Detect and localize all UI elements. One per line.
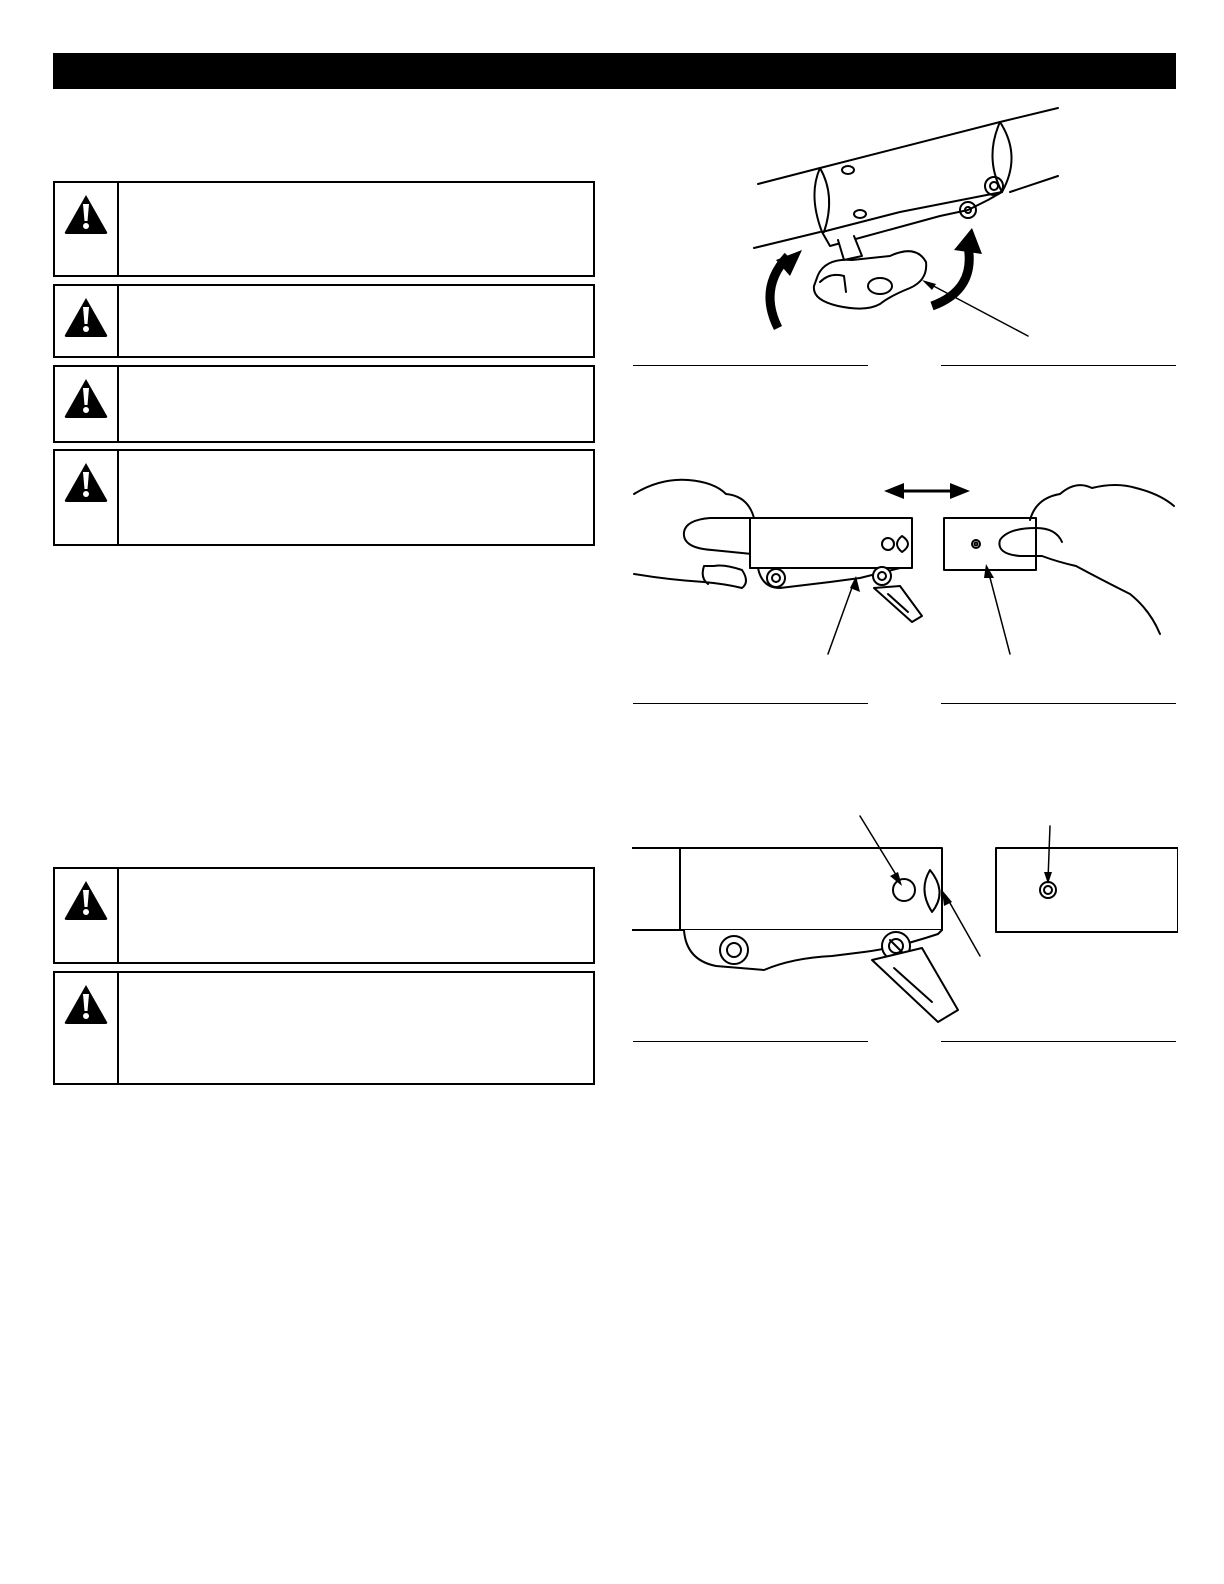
warning-box-3 — [53, 365, 595, 443]
warning-triangle-icon — [63, 193, 109, 235]
warning-triangle-icon — [63, 377, 109, 419]
warning-triangle-icon — [63, 461, 109, 503]
warning-box-5 — [53, 867, 595, 964]
warning-box-4 — [53, 449, 595, 546]
warning-triangle-icon — [63, 296, 109, 338]
figure-rule-left-3 — [633, 1041, 868, 1042]
shaft-separation-figure — [630, 470, 1176, 660]
warning-box-2 — [53, 284, 595, 358]
warning-icon-cell — [55, 367, 119, 441]
section-header-bar — [53, 53, 1176, 89]
figure-rule-left-1 — [633, 365, 868, 366]
warning-triangle-icon — [63, 983, 109, 1025]
warning-icon-cell — [55, 183, 119, 275]
figure-rule-right-2 — [941, 703, 1176, 704]
warning-icon-cell — [55, 869, 119, 962]
warning-box-1 — [53, 181, 595, 277]
knob-tightening-figure — [740, 100, 1070, 340]
figure-rule-left-2 — [633, 703, 868, 704]
warning-box-6 — [53, 971, 595, 1085]
figure-rule-right-3 — [941, 1041, 1176, 1042]
warning-icon-cell — [55, 451, 119, 544]
warning-triangle-icon — [63, 879, 109, 921]
warning-icon-cell — [55, 286, 119, 356]
figure-rule-right-1 — [941, 365, 1176, 366]
warning-icon-cell — [55, 973, 119, 1083]
coupler-alignment-figure — [632, 810, 1178, 1030]
